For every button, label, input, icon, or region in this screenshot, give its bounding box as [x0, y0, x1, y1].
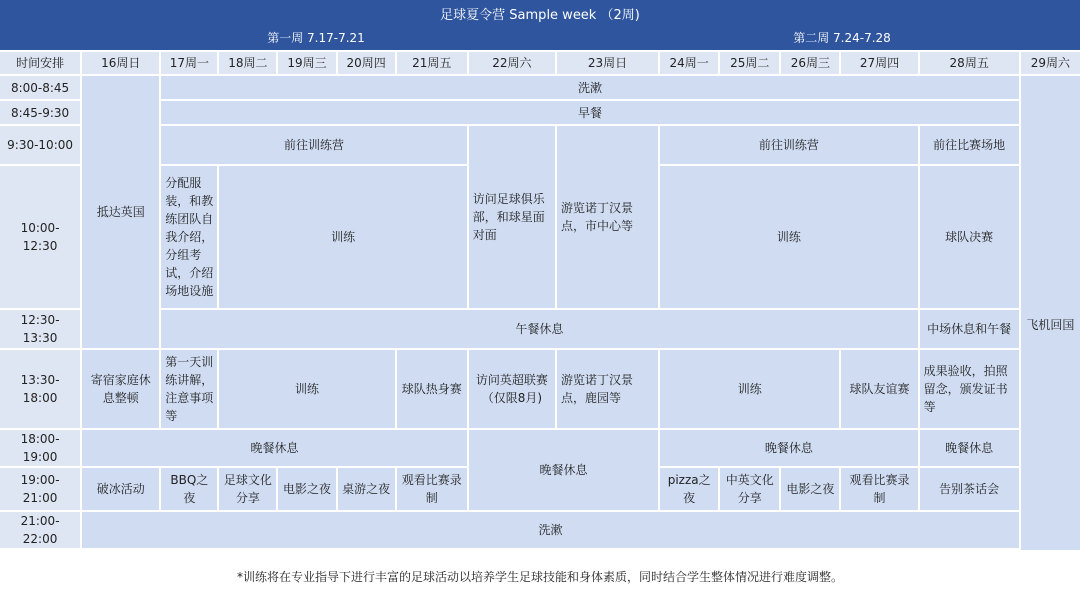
cell-arrive: 抵达英国 [82, 76, 159, 348]
cell-club-visit: 访问足球俱乐部，和球星面对面 [469, 126, 555, 308]
cell-go-camp-w2: 前往训练营 [660, 126, 917, 164]
header-day: 28周五 [920, 52, 1019, 74]
header-day: 17周一 [161, 52, 217, 74]
footnote: *训练将在专业指导下进行丰富的足球活动以培养学生足球技能和身体素质，同时结合学生整体情况进行难度调整。 [0, 550, 1080, 602]
cell-dinner-w2: 晚餐休息 [660, 430, 917, 466]
cell-train-w2-pm: 训练 [660, 350, 839, 428]
time-slot: 12:30-13:30 [0, 310, 80, 348]
header-time: 时间安排 [0, 52, 80, 74]
time-slot: 13:30-18:00 [0, 350, 80, 428]
time-slot: 19:00-21:00 [0, 468, 80, 510]
cell-final: 球队决赛 [920, 166, 1019, 308]
cell-watch-w1: 观看比赛录制 [397, 468, 467, 510]
time-slot: 18:00-19:00 [0, 430, 80, 466]
cell-nottingham-city: 游览诺丁汉景点，市中心等 [557, 126, 658, 308]
cell-icebreak: 破冰活动 [82, 468, 159, 510]
header-day: 25周二 [720, 52, 779, 74]
header-day: 24周一 [660, 52, 718, 74]
week-header-row [0, 26, 1080, 50]
header-day: 20周四 [338, 52, 395, 74]
time-slot: 21:00-22:00 [0, 512, 80, 548]
cell-go-match: 前往比赛场地 [920, 126, 1019, 164]
cell-train-w1-am: 训练 [219, 166, 466, 308]
cell-pizza: pizza之夜 [660, 468, 718, 510]
cell-homestay: 寄宿家庭休息整顿 [82, 350, 159, 428]
header-day: 23周日 [557, 52, 658, 74]
header-day: 16周日 [82, 52, 159, 74]
week1-label: 第一周 7.17-7.21 [267, 31, 365, 45]
header-day: 29周六 [1021, 52, 1080, 74]
cell-go-camp-w1: 前往训练营 [161, 126, 467, 164]
cell-day1-brief: 第一天训练讲解，注意事项等 [161, 350, 217, 428]
cell-halftime-lunch: 中场休息和午餐 [920, 310, 1019, 348]
cell-ceremony: 成果验收，拍照留念，颁发证书等 [920, 350, 1019, 428]
header-day: 19周三 [278, 52, 335, 74]
cell-wash-pm: 洗漱 [82, 512, 1019, 548]
cell-friendly: 球队友谊赛 [841, 350, 917, 428]
header-day: 18周二 [219, 52, 276, 74]
cell-intro: 分配服装，和教练团队自我介绍，分组考试，介绍场地设施 [161, 166, 217, 308]
header-day: 26周三 [781, 52, 839, 74]
cell-dinner-weekend: 晚餐休息 [469, 430, 658, 510]
header-day: 22周六 [469, 52, 555, 74]
cell-lunch: 午餐休息 [161, 310, 917, 348]
cell-watch-w2: 观看比赛录制 [841, 468, 917, 510]
cell-movie-w2: 电影之夜 [781, 468, 839, 510]
cell-bbq: BBQ之夜 [161, 468, 217, 510]
cell-dinner-w1: 晚餐休息 [82, 430, 467, 466]
week2-label: 第二周 7.24-7.28 [793, 31, 891, 45]
cell-farewell: 告别茶话会 [920, 468, 1019, 510]
cell-warmup-match: 球队热身赛 [397, 350, 467, 428]
header-day: 21周五 [397, 52, 467, 74]
cell-wash-am: 洗漱 [161, 76, 1019, 99]
cell-fly-home: 飞机回国 [1021, 76, 1080, 573]
time-slot: 10:00-12:30 [0, 166, 80, 308]
time-slot: 8:00-8:45 [0, 76, 80, 99]
cell-train-w2-am: 训练 [660, 166, 917, 308]
cell-epl-visit: 访问英超联赛（仅限8月) [469, 350, 555, 428]
cell-boardgame: 桌游之夜 [338, 468, 395, 510]
cell-movie-w1: 电影之夜 [278, 468, 335, 510]
schedule-title: 足球夏令营 Sample week （2周) [0, 0, 1080, 26]
cell-dinner-fri: 晚餐休息 [920, 430, 1019, 466]
cell-train-w1-pm: 训练 [219, 350, 394, 428]
cell-culture-w1: 足球文化分享 [219, 468, 276, 510]
cell-culture-w2: 中英文化分享 [720, 468, 779, 510]
time-slot: 9:30-10:00 [0, 126, 80, 164]
time-slot: 8:45-9:30 [0, 101, 80, 124]
cell-breakfast: 早餐 [161, 101, 1019, 124]
header-day: 27周四 [841, 52, 917, 74]
cell-nottingham-deer: 游览诺丁汉景点，鹿园等 [557, 350, 658, 428]
schedule-table [0, 50, 1080, 575]
